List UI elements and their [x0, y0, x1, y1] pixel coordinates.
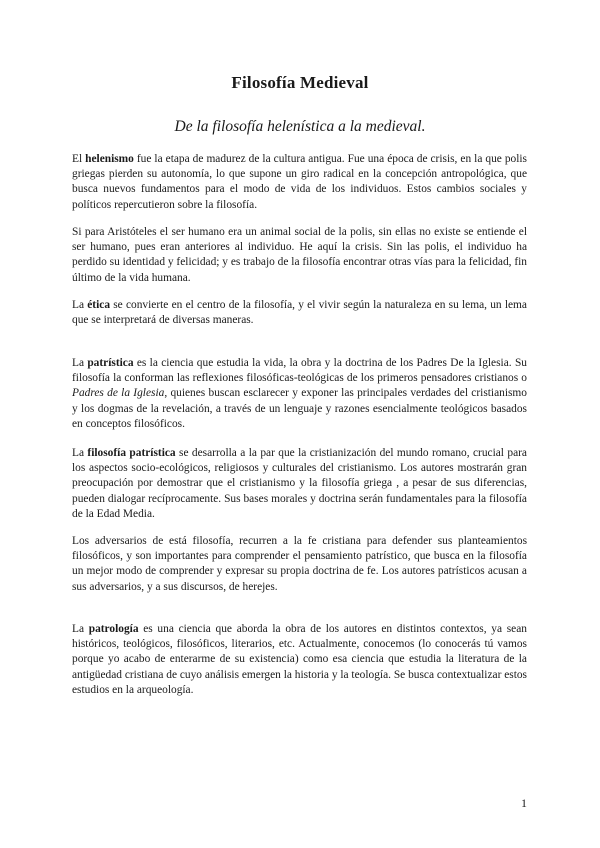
page-title: Filosofía Medieval — [231, 73, 369, 92]
bold-term: ética — [87, 299, 111, 311]
bold-term: patrística — [87, 357, 134, 369]
page-number: 1 — [521, 796, 527, 810]
paragraph-etica — [72, 298, 527, 328]
italic-term: Padres de la Iglesia — [72, 387, 165, 400]
paragraph-text: La — [72, 299, 88, 311]
paragraph-text: se desarrolla a la par que la cristianización del mundo romano, crucial para los aspectos socio-ecológicos, religiosos y culturales del cristianismo. Los autores mostrarán gran preocupación por demostrar que el cristianismo y la filosofía griega , a pesar de sus diferencias, pueden dialogar recíprocamente. Sus bases morales y doctrina serán fundamentales para la filosofía de la Edad Media. — [72, 447, 527, 520]
bold-term: helenismo — [85, 153, 134, 165]
paragraph-filosofia-patristica — [72, 446, 527, 522]
paragraph-text: El — [72, 153, 86, 165]
bold-term: patrología — [88, 623, 139, 635]
paragraph-text: , quienes buscan esclarecer y exponer las principales verdades del cristianismo y los dogmas de la revelación, a través de un lenguaje y razones esencialmente teológicos basados en conceptos filosóficos. — [72, 387, 527, 430]
paragraph-text: se convierte en el centro de la filosofía, y el vivir según la naturaleza en su lema, un lema que se interpretará de diversas maneras. — [72, 299, 527, 327]
paragraph-patristica — [72, 356, 527, 432]
page-subtitle: De la filosofía helenística a la medieval. — [174, 118, 426, 135]
paragraph-text: es la ciencia que estudia la vida, la obra y la doctrina de los Padres De la Iglesia. Su filosofía la conforman las reflexiones filosóficas-teológicas de los primeros pensadores cristianos o — [72, 357, 527, 385]
paragraph-text: La — [72, 623, 89, 635]
paragraph-text: es una ciencia que aborda la obra de los autores en distintos contextos, ya sean históricos, teológicos, filosóficos, literarios, etc. Actualmente, conocemos (lo conocerás tú vamos porque yo acabo de enterarme de su existencia) como esa ciencia que estudia la literatura de la antigüedad cristiana de cuyo análisis emergen la historia y la teología. Se busca contextualizar estos estudios en la arqueología. — [72, 623, 527, 696]
paragraph-helenismo — [72, 152, 527, 213]
paragraph-text: La — [72, 357, 88, 369]
bold-term: filosofía patrística — [87, 447, 176, 459]
paragraph-patrologia — [72, 622, 527, 698]
paragraph-text: Si para Aristóteles el ser humano era un animal social de la polis, sin ellas no existe se entiende el ser humano, pues eran anteriores al individuo. He aquí la crisis. Sin las polis, el individuo ha perdido su identidad y felicidad; y es trabajo de la filosofía encontrar otras vías para la felicidad, fin último de la vida humana. — [72, 226, 527, 284]
paragraph-adversarios — [72, 534, 527, 595]
paragraph-text: Los adversarios de está filosofía, recurren a la fe cristiana para defender sus planteamientos filosóficos, y son importantes para comprender el pensamiento patrístico, que busca en la filosofía un mejor modo de comprender y expresar su propia doctrina de fe. Los autores patrísticos acusan a sus adversarios, y a sus discursos, de herejes. — [72, 535, 527, 593]
paragraph-text: fue la etapa de madurez de la cultura antigua. Fue una época de crisis, en la que polis griegas pierden su autonomía, lo que supone un giro radical en la concepción antropológica, que busca nuevos fundamentos para el modo de vida de los individuos. Estos cambios sociales y políticos repercutieron sobre la filosofía. — [72, 153, 527, 211]
paragraph-aristoteles — [72, 225, 527, 286]
paragraph-text: La — [72, 447, 88, 459]
